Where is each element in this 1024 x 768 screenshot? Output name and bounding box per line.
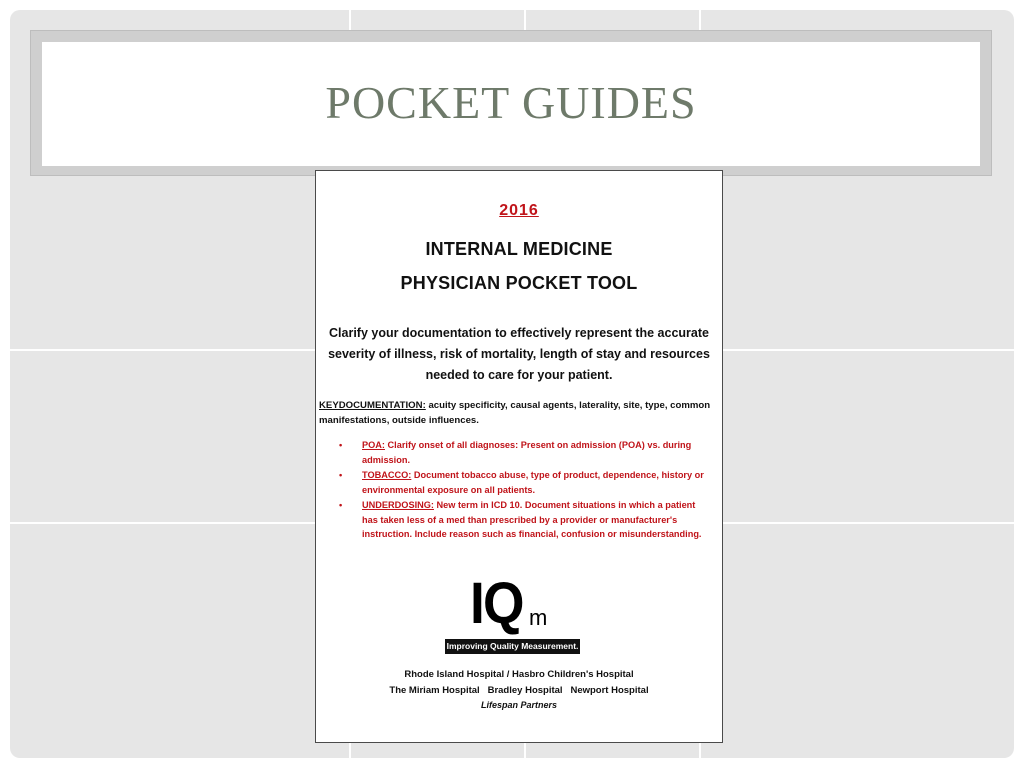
bullet-icon: •	[339, 440, 343, 450]
logo-iq-text: IQ	[470, 571, 523, 636]
hospital-list	[316, 667, 722, 699]
list-item	[334, 468, 712, 497]
document-year: 2016	[499, 202, 539, 219]
bullet-text: Document tobacco abuse, type of product, dependence, history or environmental exposure on all patients.	[362, 470, 704, 495]
iqm-logo	[316, 571, 722, 655]
hospitals-line2: The Miriam Hospital Bradley Hospital Newport Hospital	[389, 685, 649, 696]
list-item	[334, 498, 712, 542]
hospitals-line1: Rhode Island Hospital / Hasbro Children's Hospital	[404, 669, 634, 680]
key-documentation-label: KEYDOCUMENTATION:	[319, 400, 426, 411]
document-heading-line2: PHYSICIAN POCKET TOOL	[400, 273, 638, 293]
bullet-label: POA:	[362, 440, 385, 450]
document-intro: Clarify your documentation to effectively represent the accurate severity of illness, risk of mortality, length of stay and resources needed to care for your patient.	[328, 326, 710, 382]
partners-text: Lifespan Partners	[480, 700, 558, 710]
bullet-label: UNDERDOSING:	[362, 500, 434, 510]
bullet-list	[334, 438, 712, 543]
logo-tagline: Improving Quality Measurement.	[445, 639, 580, 654]
logo-m-text: m	[529, 605, 548, 630]
bullet-icon: •	[339, 500, 343, 510]
bullet-icon: •	[339, 470, 343, 480]
slide-title: POCKET GUIDES	[325, 76, 697, 128]
list-item	[334, 438, 712, 467]
title-panel	[42, 42, 980, 166]
key-documentation	[319, 398, 716, 428]
bullet-text: New term in ICD 10. Document situations in which a patient has taken less of a med than prescribed by a provider or manufacturer's instruction. Include reason such as financial, confusion or misunderstanding.	[362, 500, 702, 539]
bullet-label: TOBACCO:	[362, 470, 412, 480]
title-frame	[30, 30, 992, 176]
bullet-text: Clarify onset of all diagnoses: Present on admission (POA) vs. during admission.	[362, 440, 692, 465]
pocket-guide-document	[315, 170, 723, 743]
key-documentation-text: acuity specificity, causal agents, laterality, site, type, common manifestations, outside influences.	[319, 400, 711, 426]
document-heading-line1: INTERNAL MEDICINE	[425, 239, 613, 259]
